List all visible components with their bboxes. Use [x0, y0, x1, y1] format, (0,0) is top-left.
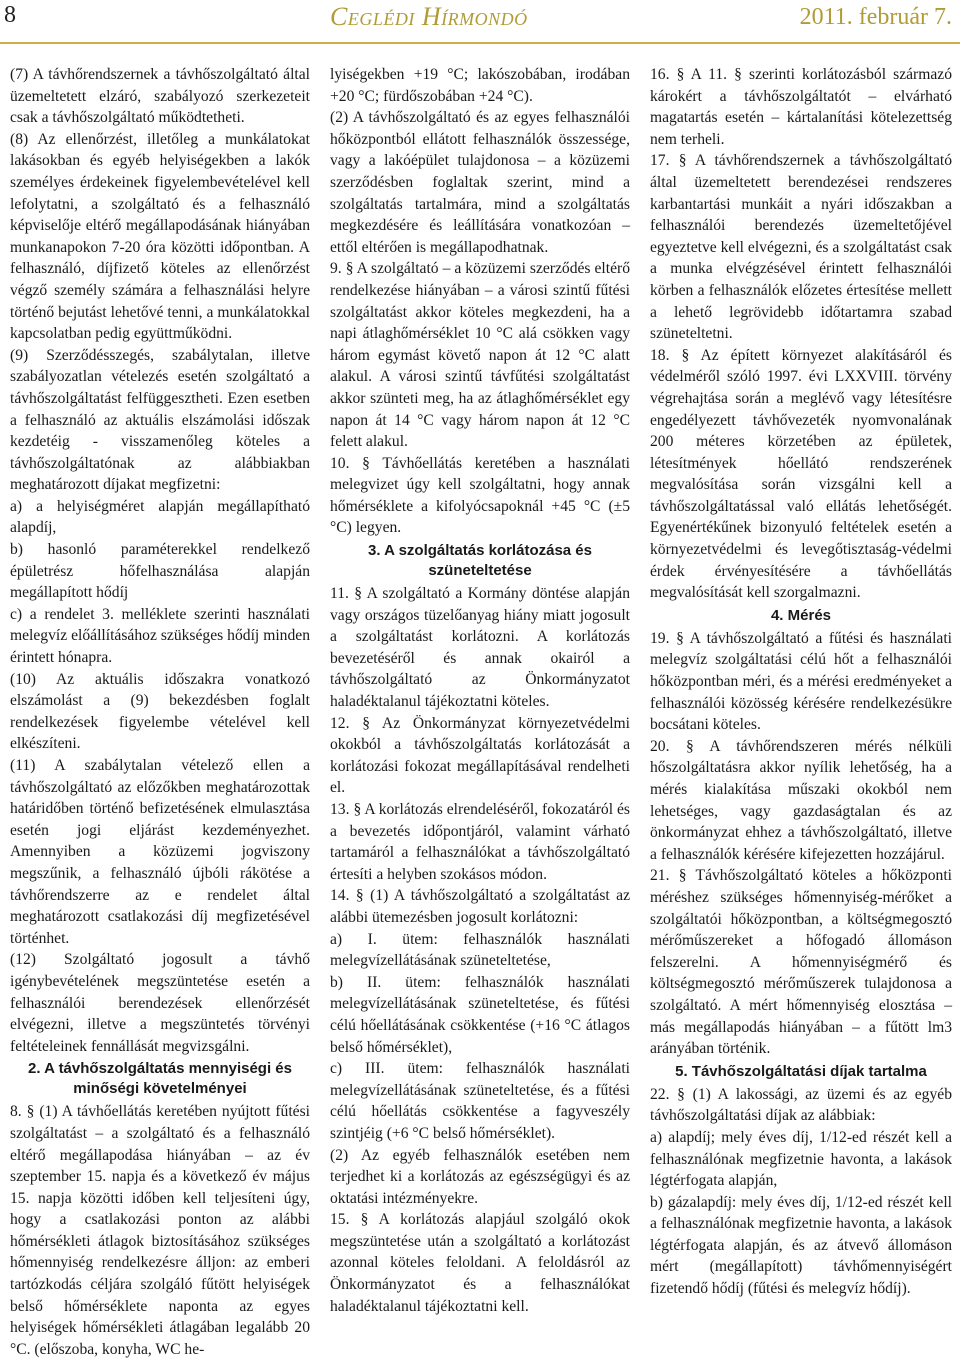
issue-date: 2011. február 7.: [799, 4, 952, 30]
paragraph: c) a rendelet 3. melléklete szerinti használati melegvíz előállításához szükséges hődíj minden érintett hónapra.: [10, 605, 310, 667]
paragraph: 8. § (1) A távhőellátás keretében nyújtott fűtési szolgáltatást – a szolgáltató és a felhasználó eltérő megállapodása hiányában – az év szeptember 15. napja és a következő év május 15. napja közötti időben kell teljesíteni úgy, hogy a csatlakozási ponton az alábbi hőmérsékleti átlagok biztosításához szükséges hőmennyiség rendelkezésre álljon: az emberi tartózkodás céljára szolgáló fűtött helyiségek belső hőmérséklete naponta az egyes helyiségek hőmérsékleti átlagában legalább 20 °C. (előszoba, konyha, WC he-: [10, 1103, 310, 1358]
paragraph: (12) Szolgáltató jogosult a távhő igénybevételének megszüntetése esetén a felhasználói berendezések ellenőrzését elvégezni, illetve a megszüntetés törvényi feltételeinek fennállását megvizsgálni.: [10, 951, 310, 1055]
paragraph: 16. § A 11. § szerinti korlátozásból származó károkért a távhőszolgáltatót – elvárható magatartás esetén – kártalanítási kötelezettség nem terheli.: [650, 66, 952, 148]
paragraph: (2) A távhőszolgáltató és az egyes felhasználói hőközpontból ellátott felhasználók összessége, vagy a lakóépület tulajdonosa – a közüzemi szerződésben foglaltak szerint, mind a szolgáltatás tartalmára, mind a szolgáltatás megkezdésére és leállítására vonatkozóan – ettől eltérően is megállapodhatnak.: [330, 109, 630, 256]
paragraph: (7) A távhőrendszernek a távhőszolgáltató által üzemeltetett elzáró, szabályozó szerkezeteit csak a távhőszolgáltató működtetheti.: [10, 66, 310, 127]
paragraph: 10. § Távhőellátás keretében a használati melegvizet úgy kell szolgáltatni, hogy annak hőmérséklete a kifolyócsapoknál +45 °C (±5 °C) legyen.: [330, 454, 630, 537]
page-header: [0, 0, 960, 40]
paragraph: 9. § A szolgáltató – a közüzemi szerződés eltérő rendelkezése hiányában – a városi szintű fűtési szolgáltatást akkor köteles megkezdeni, ha a napi átlaghőmérséklet 10 °C alá csökken vagy három egymást követő napon át 12 °C alatt alakul. A városi szintű távfűtési szolgáltatást akkor szünteti meg, ha az átlaghőmérséklet egy napon át 14 °C vagy három napon át 12 °C felett alakul.: [330, 260, 630, 451]
section-heading: 4. Mérés: [770, 606, 832, 624]
paragraph: b) gázalapdíj: mely éves díj, 1/12-ed részét kell a felhasználónak megfizetnie havonta, a lakások légtérfogata alapján, és az átvevő állomáson mért (megállapított) távhőmennyiségért fizetendő hődíj (fűtési és melegvíz hődíj).: [650, 1193, 952, 1298]
paragraph: 19. § A távhőszolgáltató a fűtési és használati melegvíz szolgáltatási célú hőt a felhasználói hőközpontban méri, és a mérési eredményeket a felhasználói közösség kérésére rendelkezésükre bocsátani köteles.: [650, 629, 952, 734]
paragraph: (9) Szerződésszegés, szabálytalan, illetve szabályozatlan vételezés esetén szolgáltató a távhőszolgáltatást felfüggesztheti. Ezen esetben a felhasználó az aktuális elszámolási időszak kezdetéig - visszamenőleg köteles a távhőszolgáltatónak az alábbiakban meghatározott díjakat megfizetni:: [10, 346, 310, 494]
paragraph: 11. § A szolgáltató a Kormány döntése alapján vagy országos tüzelőanyag hiány miatt jogosult a szolgáltatást korlátozni. A korlátozás bevezetéséről és annak okairól a távhőszolgáltató az Önkormányzatot haladéktalanul tájékoztatni köteles.: [330, 585, 630, 711]
paragraph: (2) Az egyéb felhasználók esetében nem terjedhet ki a korlátozás az egészségügyi és az oktatási intézményekre.: [330, 1146, 630, 1207]
paragraph: 15. § A korlátozás alapjául szolgáló okok megszüntetése után a szolgáltató a korlátozást azonnal köteles feloldani. A feloldásról az Önkormányzatot és a felhasználókat haladéktalanul tájékoztatni kell.: [330, 1211, 630, 1315]
paragraph: 12. § Az Önkormányzat környezetvédelmi okokból a távhőszolgáltatás korlátozását a korlátozási fokozat megállapításával rendelheti el.: [330, 714, 630, 797]
column-1: [10, 64, 310, 1360]
paragraph: 21. § Távhőszolgáltató köteles a hőközponti méréshez szükséges hőmennyiség-mérőket a szolgáltatói hőközpontban, a költségmegosztó mérőműszereket a hőfogadó állomáson felszerelni. A hőmennyiségmérő és költségmegosztó mérőműszerek tulajdonosa a szolgáltató. A mért hőmennyiség elosztása – más megállapodás hiányában – a fűtött lm3 arányában történik.: [650, 867, 952, 1058]
paragraph: (11) A szabálytalan vételező ellen a távhőszolgáltató az előzőkben meghatározottak határidőben történő befizetésének elmulasztása esetén jogi eljárást kezdeményezhet. Amennyiben a közüzemi jogviszony megszűnik, a felhasználó újbóli rákötése a távhőrendszerre az e rendelet által meghatározott csatlakozási díj megfizetésével történhet.: [10, 757, 310, 947]
paragraph: c) III. ütem: felhasználók használati melegvízellátásának szüneteltetése, és a fűtési célú hőellátás csökkentése a fagyveszély szintjéig (+6 °C belső hőmérséklet).: [330, 1060, 630, 1142]
paragraph: a) I. ütem: felhasználók használati melegvízellátásának szüneteltetése,: [330, 930, 630, 970]
paragraph: 14. § (1) A távhőszolgáltató a szolgáltatást az alábbi ütemezésben jogosult korlátozni:: [330, 887, 630, 926]
section-heading: 3. A szolgáltatás korlátozása és szüneteltetése: [368, 542, 592, 580]
paragraph: b) hasonló paraméterekkel rendelkező épületrész hőfelhasználása alapján megállapított hődíj: [10, 541, 310, 602]
section-heading: 2. A távhőszolgáltatás mennyiségi és minőségi követelményei: [28, 1060, 292, 1098]
paragraph: a) alapdíj; mely éves díj, 1/12-ed részét kell a felhasználónak megfizetnie havonta, a lakások légtérfogata alapján,: [650, 1128, 952, 1190]
paragraph: b) II. ütem: felhasználók használati melegvízellátásának szüneteltetése, és fűtési célú hőellátásának csökkentése (+16 °C átlagos belső hőmérséklet),: [330, 973, 630, 1056]
header-rule: [0, 42, 960, 44]
paragraph: 20. § A távhőrendszeren mérés nélküli hőszolgáltatásra akkor nyílik lehetőség, ha a mérés kialakítása műszaki okokból nem lehetséges, vagy gazdaságtalan és az önkormányzat ehhez a távhőszolgáltató, illetve a felhasználók kérésére kifejezetten hozzájárul.: [650, 737, 952, 863]
page-number: 8: [4, 2, 16, 28]
paragraph: 18. § Az épített környezet alakításáról és védelméről szóló 1997. évi LXXVIII. törvény végrehajtása során a meglévő vagy létesítésre engedélyezett távhővezeték nyomvonalának 200 méteres körzetében az épületek, létesítmények hőellátó rendszerének megvalósítása során vizsgálni kell a távhőszolgáltatással való ellátás lehetőségét. Egyenértékűnek bizonyuló feltételek esetén a környezetvédelmi és levegőtisztaság-védelmi érdek érvényesítésére a távhőellátás megvalósítását kell szorgalmazni.: [650, 346, 952, 602]
column-3: [650, 64, 952, 1300]
paragraph: (10) Az aktuális időszakra vonatkozó elszámolást a (9) bekezdésben foglalt rendelkezések figyelembe vételével kell elkészíteni.: [10, 670, 310, 753]
paragraph: (8) Az ellenőrzést, illetőleg a munkálatokat lakásokban és egyéb helyiségekben a lakók személyes érdekeinek figyelembevételével kell lefolytatni, a szolgáltató és a felhasználó képviselője eltérő megállapodásának hiányában munkanapokon 7-20 óra közötti időpontban. A felhasználó, díjfizető köteles az ellenőrzést végző személy számára a felhasználási helyre történő bejutást lehetővé tenni, a munkálatokkal kapcsolatban pedig együttműködni.: [10, 130, 310, 343]
paragraph: 13. § A korlátozás elrendeléséről, fokozatáról és a bevezetés időpontjáról, valamint várható tartamáról a felhasználókat a távhőszolgáltató értesíti a helyben szokásos módon.: [330, 801, 630, 883]
section-heading: 5. Távhőszolgáltatási díjak tartalma: [675, 1062, 927, 1080]
paragraph: lyiségekben +19 °C; lakószobában, irodában +20 °C; fürdőszobában +24 °C).: [330, 66, 630, 105]
paragraph: 22. § (1) A lakossági, az üzemi és az egyéb távhőszolgáltatási díjak az alábbiak:: [650, 1085, 952, 1125]
paragraph: 17. § A távhőrendszernek a távhőszolgáltató által üzemeltetett berendezései rendszeres karbantartási munkáit a nyári időszakban a felhasználói berendezés üzemeltetőjével egyeztetve kell elvégezni, és a szolgáltatást csak a munka elvégzésével érintett felhasználói körben a felhasználók előzetes értesítése mellett a lehető legrövidebb időtartamra szabad szüneteltetni.: [650, 152, 952, 343]
column-2: [330, 64, 630, 1317]
masthead-title: Ceglédi Hírmondó: [330, 2, 528, 31]
paragraph: a) a helyiségméret alapján megállapítható alapdíj,: [10, 497, 310, 537]
